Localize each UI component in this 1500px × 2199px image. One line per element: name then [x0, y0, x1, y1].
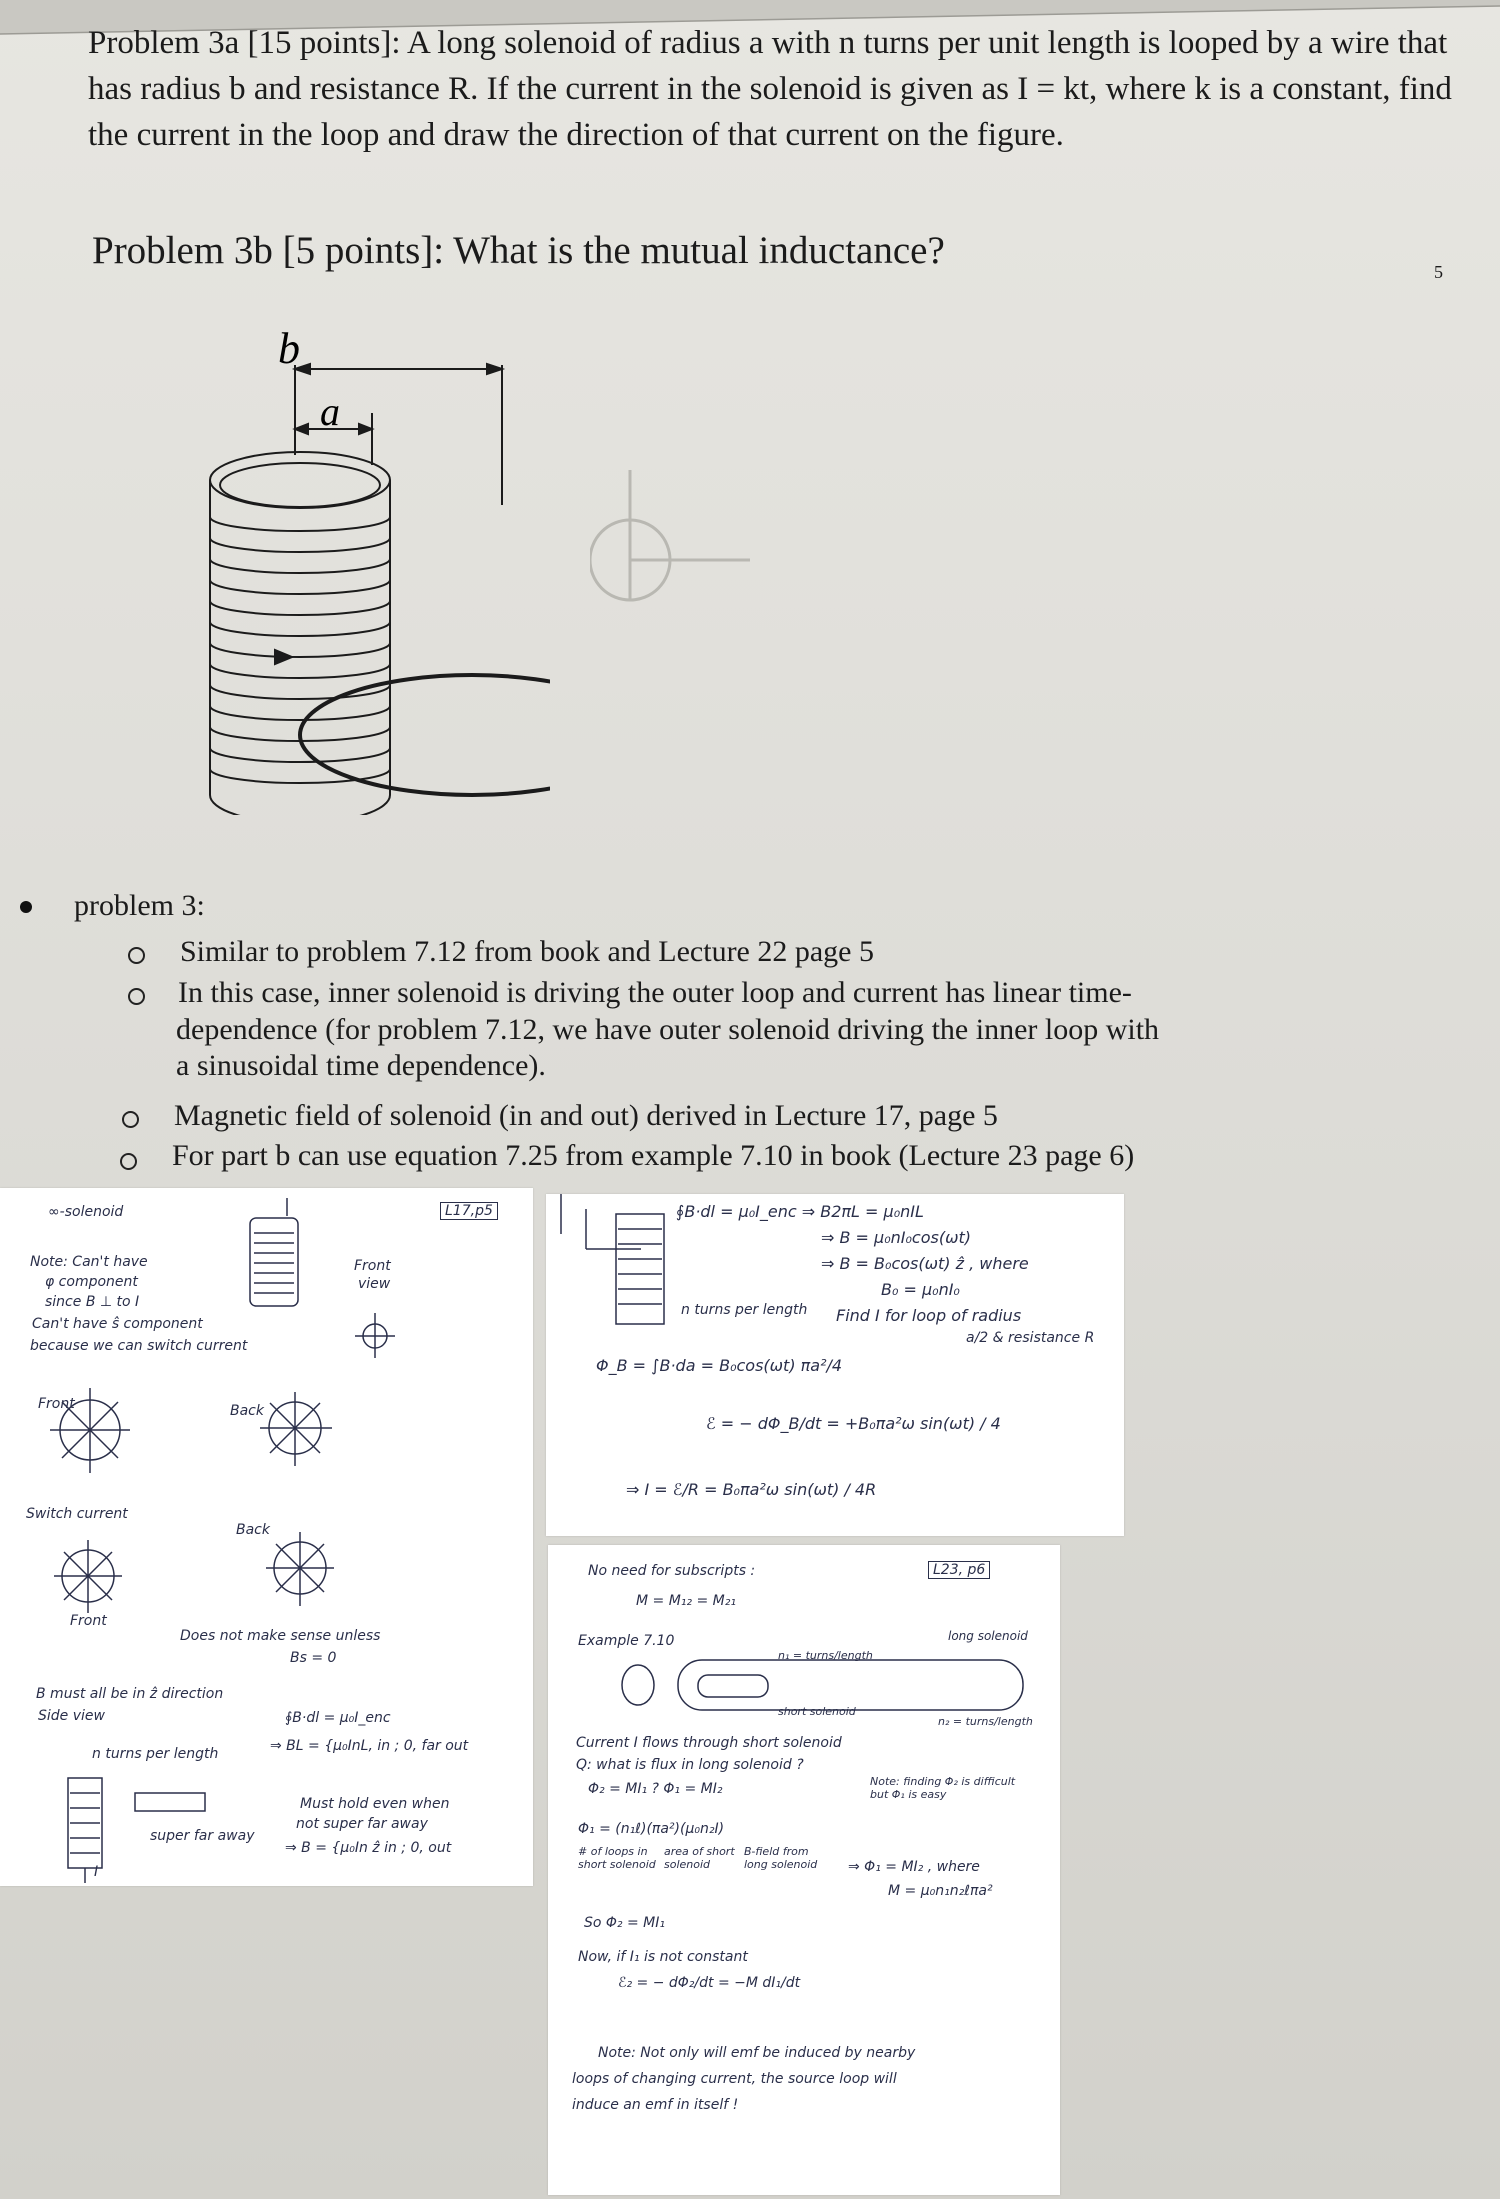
- l22-find-i: Find I for loop of radius: [836, 1306, 1022, 1325]
- solenoid-turn: [210, 664, 390, 678]
- l22-current: ⇒ I = ℰ/R = B₀πa²ω sin(ωt) / 4R: [626, 1480, 877, 1499]
- wire-loop: [300, 675, 550, 795]
- l17-b-direction: B must all be in ẑ direction: [36, 1686, 224, 1702]
- l23-emf: ℰ₂ = − dΦ₂/dt = −M dI₁/dt: [618, 1975, 801, 1991]
- note-2-line-1: In this case, inner solenoid is driving the outer loop and current has linear time-: [178, 976, 1132, 1009]
- l17-must-hold: Must hold even when: [300, 1796, 450, 1812]
- l23-phi-relations: Φ₂ = MI₁ ? Φ₁ = MI₂: [588, 1781, 723, 1797]
- l23-long-solenoid: long solenoid: [948, 1629, 1028, 1643]
- l17-b-result: ⇒ B = {μ₀In ẑ in ; 0, out: [285, 1840, 452, 1856]
- l23-note-2: loops of changing current, the source loop will: [572, 2071, 897, 2087]
- l17-turns-label: n turns per length: [92, 1746, 219, 1762]
- l17-not-far: not super far away: [296, 1816, 428, 1832]
- l23-so: So Φ₂ = MI₁: [584, 1915, 665, 1931]
- note-3: Magnetic field of solenoid (in and out) derived in Lecture 17, page 5: [174, 1099, 998, 1132]
- problem-3b: Problem 3b [5 points]: What is the mutual inductance?: [92, 229, 945, 272]
- l23-m-eq: M = M₁₂ = M₂₁: [636, 1593, 736, 1609]
- l17-tag: L17,p5: [440, 1202, 498, 1220]
- l17-bl-eq: ⇒ BL = {μ₀InL, in ; 0, far out: [270, 1738, 469, 1754]
- l23-note-1: Note: Not only will emf be induced by nearby: [598, 2045, 916, 2061]
- l22-b-vector: ⇒ B = B₀cos(ωt) ẑ , where: [821, 1254, 1029, 1273]
- l17-current-label: I: [94, 1864, 99, 1880]
- l17-note-4: Can't have ŝ component: [32, 1316, 203, 1332]
- l17-note-1: Note: Can't have: [30, 1254, 148, 1270]
- arrowhead-b-right: [487, 364, 502, 374]
- solenoid-turn: [210, 706, 390, 720]
- l22-emf: ℰ = − dΦ_B/dt = +B₀πa²ω sin(ωt) / 4: [706, 1414, 1001, 1433]
- l17-view-label: view: [358, 1276, 391, 1292]
- notes-header: problem 3:: [74, 889, 205, 922]
- l23-phi1-m: ⇒ Φ₁ = MI₂ , where: [848, 1859, 980, 1875]
- solenoid-turn: [210, 538, 390, 552]
- lecture-23-notes: [548, 1545, 1060, 2195]
- l23-tag: L23, p6: [928, 1561, 990, 1579]
- l17-super-far: super far away: [150, 1828, 255, 1844]
- l23-m-formula: M = μ₀n₁n₂ℓπa²: [888, 1883, 993, 1899]
- lecture-17-notes: [0, 1188, 533, 1886]
- label-b: b: [278, 325, 300, 373]
- solenoid-inner-rim: [220, 463, 380, 507]
- solenoid-turn: [210, 643, 390, 657]
- problem-3a: [88, 20, 1468, 158]
- l17-ampere-law: ∮B·dl = μ₀I_enc: [285, 1710, 391, 1726]
- bullet-dot: [20, 901, 32, 913]
- page-number: 5: [1434, 262, 1443, 282]
- current-direction-arrow: [275, 650, 292, 664]
- l23-n1: n₁ = turns/length: [778, 1649, 873, 1662]
- bleed-through-mark: [590, 470, 790, 610]
- l23-current-flows: Current I flows through short solenoid: [576, 1735, 842, 1751]
- l23-question: Q: what is flux in long solenoid ?: [576, 1757, 804, 1773]
- lecture-22-notes: [546, 1194, 1124, 1536]
- arrowhead-a-left: [295, 424, 308, 434]
- l17-bs-zero: Bs = 0: [290, 1650, 337, 1666]
- solenoid-turn: [210, 559, 390, 573]
- l17-side-view: Side view: [38, 1708, 105, 1724]
- l17-note-3: since B ⊥ to I: [45, 1294, 140, 1310]
- l17-back-2: Back: [236, 1522, 270, 1538]
- l22-radius: a/2 & resistance R: [966, 1330, 1095, 1346]
- l17-front-2: Front: [38, 1396, 75, 1412]
- l17-front-3: Front: [70, 1613, 107, 1629]
- solenoid-turn: [210, 748, 390, 762]
- l17-title: ∞-solenoid: [48, 1204, 124, 1220]
- l22-turns-label: n turns per length: [681, 1302, 808, 1318]
- l17-front-label: Front: [354, 1258, 391, 1274]
- l17-switch-current: Switch current: [26, 1506, 128, 1522]
- l23-note-3: induce an emf in itself !: [572, 2097, 739, 2113]
- solenoid-turn: [210, 622, 390, 636]
- l23-example: Example 7.10: [578, 1633, 675, 1649]
- note-4: For part b can use equation 7.25 from example 7.10 in book (Lecture 23 page 6): [172, 1139, 1135, 1172]
- l17-note-5: because we can switch current: [30, 1338, 248, 1354]
- arrowhead-a-right: [359, 424, 372, 434]
- l23-now-if: Now, if I₁ is not constant: [578, 1949, 748, 1965]
- l23-area-label: area of short solenoid: [664, 1845, 735, 1871]
- note-1: Similar to problem 7.12 from book and Lecture 22 page 5: [180, 935, 874, 968]
- problem-3a-lead: Problem 3a [15 points]:: [88, 25, 407, 61]
- l23-no-need: No need for subscripts :: [588, 1563, 756, 1579]
- sub-bullet: [120, 1153, 137, 1170]
- l23-phi1: Φ₁ = (n₁ℓ)(πa²)(μ₀n₂I): [578, 1821, 725, 1837]
- sub-bullet: [122, 1111, 139, 1128]
- note-2-line-3: a sinusoidal time dependence).: [176, 1049, 546, 1082]
- l22-b-cos: ⇒ B = μ₀nI₀cos(ωt): [821, 1228, 971, 1247]
- l17-note-2: φ component: [45, 1274, 138, 1290]
- l23-bfield-label: B-field from long solenoid: [744, 1845, 818, 1871]
- solenoid-turn: [210, 517, 390, 531]
- l17-no-sense: Does not make sense unless: [180, 1628, 381, 1644]
- solenoid-turn: [210, 580, 390, 594]
- l23-short-solenoid: short solenoid: [778, 1705, 856, 1718]
- note-2-line-2: dependence (for problem 7.12, we have outer solenoid driving the inner loop with: [176, 1013, 1160, 1046]
- solenoid-bottom-rim: [210, 795, 390, 815]
- label-a: a: [320, 389, 340, 434]
- solenoid-turn: [210, 601, 390, 615]
- sub-bullet: [128, 947, 145, 964]
- l17-back: Back: [230, 1403, 264, 1419]
- solenoid-loop-figure: [150, 325, 550, 815]
- l23-n2: n₂ = turns/length: [938, 1715, 1033, 1728]
- l23-note-difficult: Note: finding Φ₂ is difficult but Φ₁ is easy: [870, 1775, 1016, 1801]
- sub-bullet: [128, 988, 145, 1005]
- l22-ampere: ∮B·dl = μ₀I_enc ⇒ B2πL = μ₀nIL: [676, 1202, 924, 1221]
- problem-3a-text: A long solenoid of radius a with n turns per unit length is looped by a wire that has radius b and resistance R. If the current in the solenoid is given as I = kt, where k is a constant, find the current in the loop and draw the direction of that current on the figure.: [88, 25, 1452, 153]
- l22-flux: Φ_B = ∫B·da = B₀cos(ωt) πa²/4: [596, 1356, 843, 1375]
- l22-b0: B₀ = μ₀nI₀: [881, 1280, 960, 1299]
- l23-loops-label: # of loops in short solenoid: [578, 1845, 656, 1871]
